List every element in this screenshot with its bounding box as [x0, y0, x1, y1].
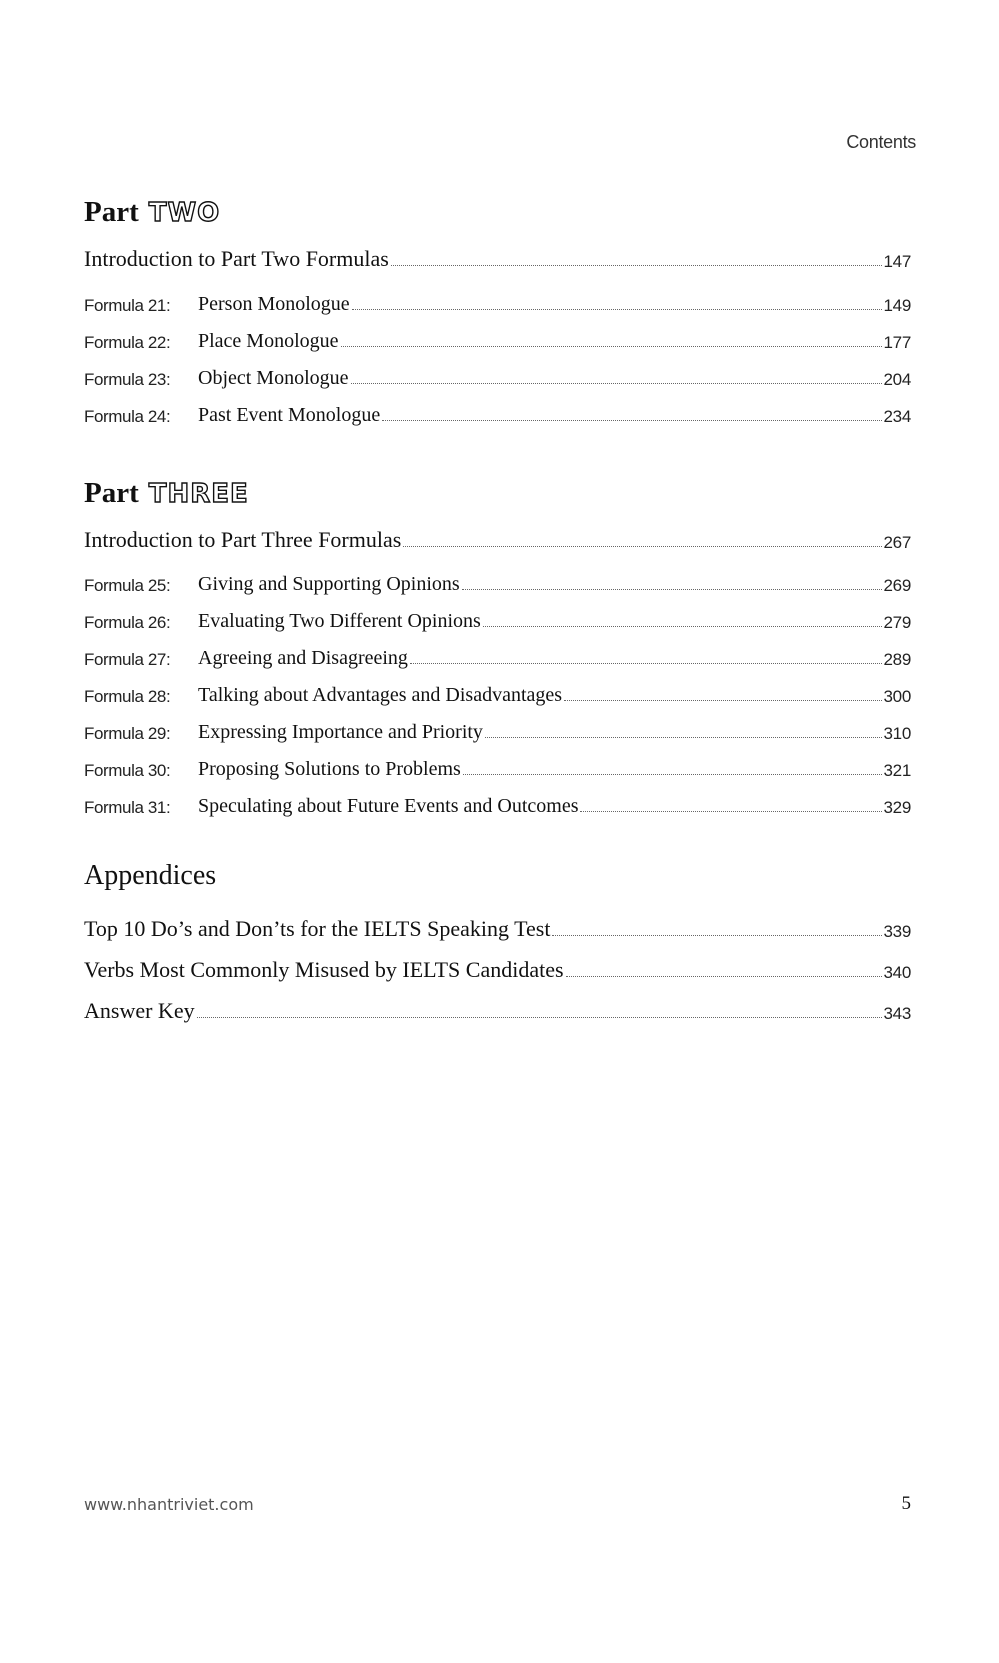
toc-entry-title: Past Event Monologue	[198, 404, 381, 426]
formula-label: Formula 23:	[84, 370, 171, 389]
part-two-number: TWO	[148, 198, 221, 228]
toc-entry-page: 321	[883, 761, 911, 780]
toc-entry-title: Evaluating Two Different Opinions	[198, 610, 481, 632]
toc-entry-page: 310	[883, 724, 911, 743]
dot-leader	[462, 589, 882, 590]
part-three-number: THREE	[148, 479, 249, 509]
toc-entry-page: 340	[883, 963, 911, 982]
toc-entry-page: 300	[883, 687, 911, 706]
dot-leader	[483, 626, 882, 627]
toc-entry-page: 204	[883, 370, 911, 389]
dot-leader	[485, 737, 882, 738]
dot-leader	[341, 346, 882, 347]
toc-entry-formula-26[interactable]	[84, 603, 911, 633]
running-head: Contents	[846, 132, 916, 152]
toc-entry-page: 269	[883, 576, 911, 595]
toc-entry-page: 289	[883, 650, 911, 669]
toc-entry-page: 279	[883, 613, 911, 632]
dot-leader	[463, 774, 882, 775]
formula-label: Formula 28:	[84, 687, 171, 706]
toc-entry-appendix-verbs[interactable]	[84, 953, 911, 983]
toc-entry-formula-22[interactable]	[84, 323, 911, 353]
formula-label: Formula 31:	[84, 798, 171, 817]
formula-label: Formula 25:	[84, 576, 171, 595]
toc-entry-page: 234	[883, 407, 911, 426]
footer-url: www.nhantriviet.com	[84, 1495, 254, 1514]
dot-leader	[391, 265, 882, 266]
part-two-word: Part	[84, 196, 139, 228]
dot-leader	[564, 700, 881, 701]
dot-leader	[580, 811, 881, 812]
toc-entry-title: Top 10 Do’s and Don’ts for the IELTS Speaking Test	[84, 916, 551, 941]
toc-entry-page: 147	[883, 252, 911, 271]
dot-leader	[403, 546, 881, 547]
toc-entry-title: Person Monologue	[198, 293, 350, 315]
toc-entry-title: Expressing Importance and Priority	[198, 721, 483, 743]
toc-entry-formula-24[interactable]	[84, 397, 911, 427]
dot-leader	[352, 309, 882, 310]
toc-entry-title: Agreeing and Disagreeing	[198, 647, 408, 669]
dot-leader	[197, 1017, 882, 1018]
formula-label: Formula 27:	[84, 650, 171, 669]
dot-leader	[410, 663, 882, 664]
toc-entry-title: Proposing Solutions to Problems	[198, 758, 461, 780]
toc-entry-page: 149	[883, 296, 911, 315]
toc-entry-page: 267	[883, 533, 911, 552]
formula-label: Formula 30:	[84, 761, 171, 780]
toc-entry-page: 343	[883, 1004, 911, 1023]
toc-entry-page: 329	[883, 798, 911, 817]
toc-entry-formula-29[interactable]	[84, 714, 911, 744]
toc-entry-title: Speculating about Future Events and Outcomes	[198, 795, 579, 817]
formula-label: Formula 29:	[84, 724, 171, 743]
toc-entry-part-three-intro[interactable]	[84, 523, 911, 553]
toc-entry-title: Introduction to Part Two Formulas	[84, 246, 389, 271]
toc-entry-page: 339	[883, 922, 911, 941]
toc-entry-title: Giving and Supporting Opinions	[198, 573, 460, 595]
toc-entry-formula-23[interactable]	[84, 360, 911, 390]
toc-entry-title: Place Monologue	[198, 330, 339, 352]
dot-leader	[566, 976, 882, 977]
part-three-heading	[84, 479, 249, 508]
part-three-word: Part	[84, 477, 139, 509]
toc-entry-page: 177	[883, 333, 911, 352]
toc-entry-title: Answer Key	[84, 998, 195, 1023]
dot-leader	[552, 935, 881, 936]
toc-entry-title: Object Monologue	[198, 367, 349, 389]
formula-label: Formula 26:	[84, 613, 171, 632]
formula-label: Formula 24:	[84, 407, 171, 426]
toc-entry-formula-27[interactable]	[84, 640, 911, 670]
toc-entry-appendix-top-10[interactable]	[84, 912, 911, 942]
formula-label: Formula 22:	[84, 333, 171, 352]
toc-entry-title: Verbs Most Commonly Misused by IELTS Candidates	[84, 957, 564, 982]
toc-entry-formula-21[interactable]	[84, 286, 911, 316]
toc-entry-formula-28[interactable]	[84, 677, 911, 707]
part-two-heading	[84, 198, 220, 227]
appendices-heading: Appendices	[84, 860, 217, 891]
dot-leader	[382, 420, 881, 421]
toc-entry-appendix-answer-key[interactable]	[84, 994, 911, 1024]
toc-entry-title: Introduction to Part Three Formulas	[84, 527, 402, 552]
toc-entry-formula-31[interactable]	[84, 788, 911, 818]
toc-entry-formula-30[interactable]	[84, 751, 911, 781]
toc-entry-part-two-intro[interactable]	[84, 242, 911, 272]
toc-entry-title: Talking about Advantages and Disadvantages	[198, 684, 563, 706]
formula-label: Formula 21:	[84, 296, 171, 315]
toc-entry-formula-25[interactable]	[84, 566, 911, 596]
footer-page-number: 5	[901, 1493, 911, 1514]
dot-leader	[351, 383, 882, 384]
